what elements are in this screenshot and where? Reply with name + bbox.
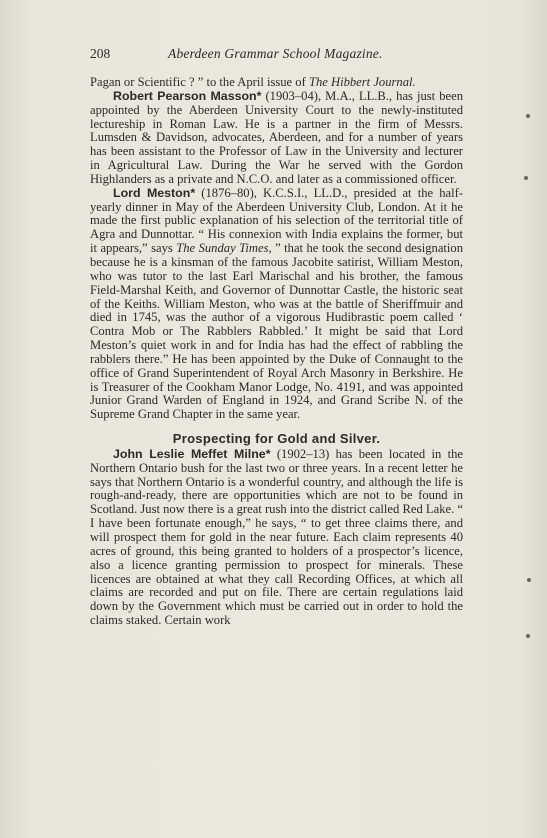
running-title: Aberdeen Grammar School Magazine.	[168, 46, 383, 61]
paragraph-text: (1876–80), K.C.S.I., LL.D., presided at the half-yearly dinner in May of the Aberdeen University Club, London. At it he made the first public explanation of his selection of the territorial title of Agra and Dunnottar. “ His connexion with India explains the former, but it appears,” says	[90, 185, 463, 256]
paragraph-milne	[90, 448, 463, 628]
margin-speck	[524, 176, 528, 180]
paragraph-text: (1902–13) has been located in the Northern Ontario bush for the last two or three years. In a recent letter he says that Northern Ontario is a wonderful country, and although the life is rough-and-ready, there are opportunities which are not to be found in Scotland. Just now there is a great rush into the district called Red Lake. “ I have been fortunate enough,” he says, “ to get three claims there, and will prospect them for gold in the near future. Each claim represents 40 acres of ground, this being granted to holders of a prospector’s licence, also a licence granting permission to prospect for minerals. These licences are obtained at what they call Recording Offices, at which all claims are recorded and put on file. There are certain regulations laid down by the Government which must be carried out in order to hold the claims staked. Certain work	[90, 446, 463, 628]
section-heading: Prospecting for Gold and Silver.	[172, 431, 381, 447]
body-text	[90, 76, 463, 628]
margin-speck	[526, 114, 530, 118]
person-name: John Leslie Meffet Milne*	[113, 446, 271, 461]
margin-speck	[527, 578, 531, 582]
paragraph-text: (1903–04), M.A., LL.B., has just been appointed by the Aberdeen University Court to the newly-instituted lectureship in Roman Law. He is a partner in the firm of Messrs. Lumsden & Davidson, advocates, Aberdeen, and for a number of years has been assistant to the Professor of Law in the University and lecturer in Agricultural Law. During the War he served with the Gordon Highlanders as a private and N.C.O. and later as a commissioned officer.	[90, 88, 463, 186]
person-name: Lord Meston*	[113, 185, 196, 200]
paragraph-text: Pagan or Scientific ? ” to the April issue of	[90, 75, 309, 89]
newspaper-title: The Sunday Times,	[176, 241, 272, 256]
paragraph-masson	[90, 90, 463, 187]
running-header	[90, 46, 480, 64]
paragraph-text: ” that he took the second designation because he is a kinsman of the famous Jacobite satirist, William Meston, who was tutor to the last Earl Marischal and his brother, the famous Field-Marshal Keith, and Governor of Dunnottar Castle, the historic seat of the Keiths. William Meston, who was at the battle of Sheriffmuir and died in 1745, was the author of a vigorous Hudibrastic poem called ‘ Contra Mob or The Rabblers Rabbled.’ It might be said that Lord Meston’s quiet work in and for India has had the effect of rabbling the rabblers there.” He has been appointed by the Duke of Connaught to the office of Grand Superintendent of Royal Arch Masonry in Berkshire. He is Treasurer of the Cookham Manor Lodge, No. 4191, and was appointed Junior Grand Warden of England in 1924, and Grand Scribe N. of the Supreme Grand Chapter in the same year.	[90, 241, 464, 422]
page-number: 208	[90, 46, 111, 61]
journal-title: The Hibbert Journal.	[308, 75, 416, 89]
margin-speck	[526, 634, 530, 638]
paragraph-hibbert	[90, 76, 463, 90]
paragraph-meston	[90, 187, 463, 422]
person-name: Robert Pearson Masson*	[113, 88, 262, 103]
